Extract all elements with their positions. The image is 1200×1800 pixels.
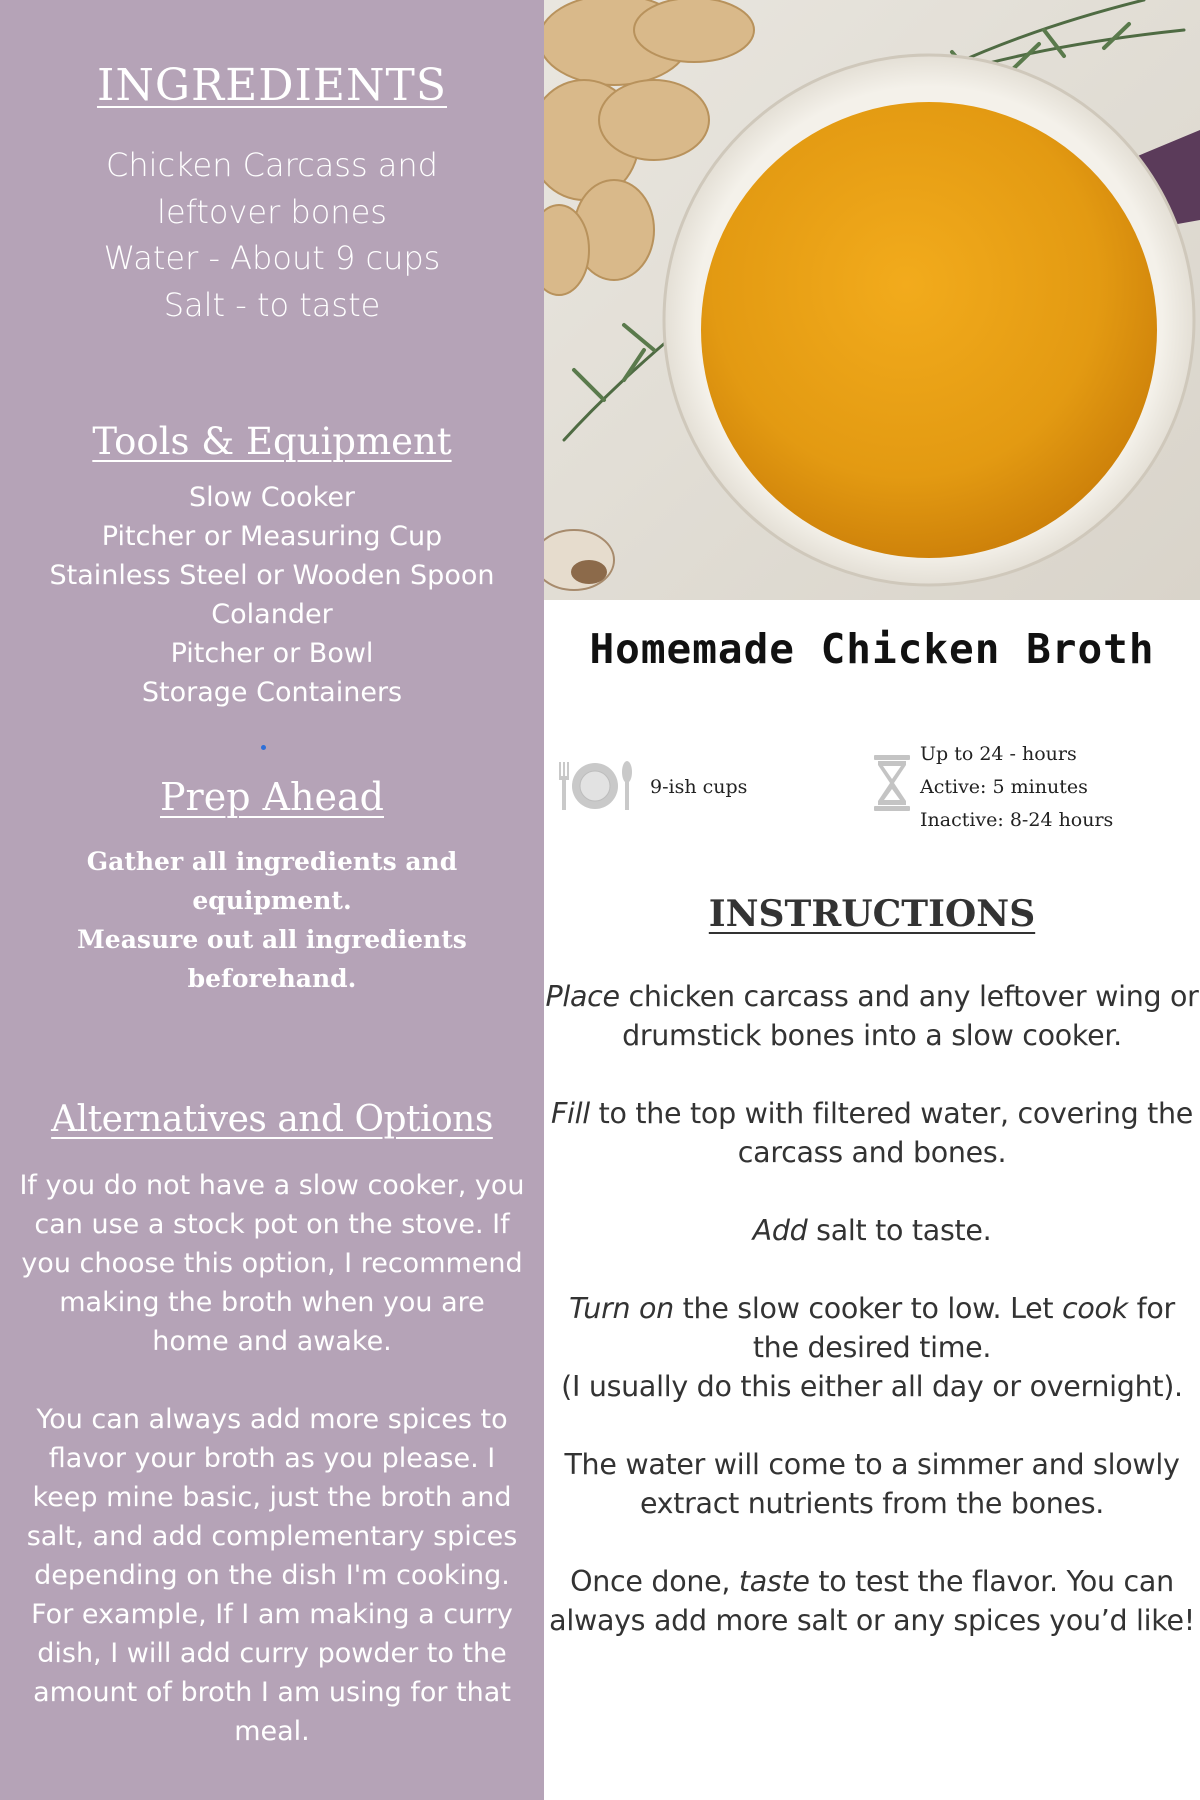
time-inactive: Inactive: 8-24 hours [920, 809, 1114, 831]
stray-dot [261, 745, 266, 750]
left-sidebar [0, 0, 544, 1800]
step-verb: Add [752, 1214, 808, 1247]
prep-line: equipment. [192, 886, 352, 915]
step-text: to test the flavor. You can always add more salt or any spices you’d like! [549, 1565, 1195, 1637]
prep-heading: Prep Ahead [159, 775, 384, 819]
instruction-step [544, 1445, 1200, 1523]
ingredient-item: Water - About 9 cups [103, 239, 441, 277]
tool-item: Slow Cooker [188, 482, 356, 513]
tool-item: Colander [211, 599, 333, 630]
step-text: salt to taste. [807, 1214, 992, 1247]
ingredient-item: leftover bones [157, 192, 387, 231]
instruction-step [544, 977, 1200, 1055]
hourglass-icon [874, 755, 910, 811]
step-note: (I usually do this either all day or overnight). [561, 1370, 1183, 1403]
time-info [870, 735, 1200, 845]
prep-line: Measure out all ingredients [77, 925, 467, 954]
ingredients-list [0, 142, 544, 328]
broth-bowl-illustration [544, 0, 1200, 600]
step-text: The water will come to a simmer and slowly extract nutrients from the bones. [564, 1448, 1180, 1520]
step-text: to the top with filtered water, covering the carcass and bones. [589, 1097, 1194, 1169]
ingredients-heading: INGREDIENTS [96, 60, 448, 111]
instruction-step [544, 1211, 1200, 1250]
tool-item: Pitcher or Bowl [170, 638, 374, 669]
tools-heading: Tools & Equipment [92, 420, 452, 463]
step-text: for the desired time. [752, 1292, 1175, 1364]
yield-text: 9-ish cups [650, 776, 748, 798]
step-verb: Turn on [569, 1292, 674, 1325]
instruction-step [544, 1094, 1200, 1172]
ingredient-item: Chicken Carcass and [106, 146, 438, 184]
instruction-step [544, 1562, 1200, 1640]
prep-line: beforehand. [187, 964, 357, 993]
alternatives-paragraph: You can always add more spices to flavor your broth as you please. I keep mine basic, just the broth and salt, and add complementary spices depending on the dish I'm cooking. For example, If I am making a curry dish, I will add curry powder to the amount of broth I am using for that meal. [26, 1404, 518, 1747]
step-text: chicken carcass and any leftover wing or drumstick bones into a slow cooker. [619, 980, 1199, 1052]
tool-item: Stainless Steel or Wooden Spoon [49, 560, 495, 591]
step-verb: Place [545, 980, 620, 1013]
alternatives-heading: Alternatives and Options [51, 1099, 493, 1140]
tools-list [0, 478, 544, 712]
instructions-list [544, 977, 1200, 1679]
step-verb: cook [1062, 1292, 1128, 1325]
step-verb: taste [738, 1565, 810, 1598]
step-verb: Fill [550, 1097, 590, 1130]
yield-info [555, 735, 805, 845]
ingredient-item: Salt - to taste [163, 285, 381, 324]
instruction-step [544, 1289, 1200, 1406]
time-total: Up to 24 - hours [920, 743, 1077, 765]
prep-line: Gather all ingredients and [86, 847, 458, 876]
broth-photo [544, 0, 1200, 600]
alternatives-paragraph: If you do not have a slow cooker, you can use a stock pot on the stove. If you choose this option, I recommend making the broth when you are home and awake. [19, 1170, 525, 1357]
tool-item: Pitcher or Measuring Cup [101, 521, 443, 552]
step-text: Once done, [570, 1565, 739, 1598]
prep-list [40, 842, 504, 998]
instructions-heading: INSTRUCTIONS [708, 893, 1036, 935]
plate-cutlery-icon [555, 758, 635, 814]
time-active: Active: 5 minutes [920, 776, 1088, 798]
step-text: the slow cooker to low. Let [673, 1292, 1063, 1325]
tool-item: Storage Containers [141, 677, 403, 708]
recipe-title: Homemade Chicken Broth [589, 625, 1155, 673]
